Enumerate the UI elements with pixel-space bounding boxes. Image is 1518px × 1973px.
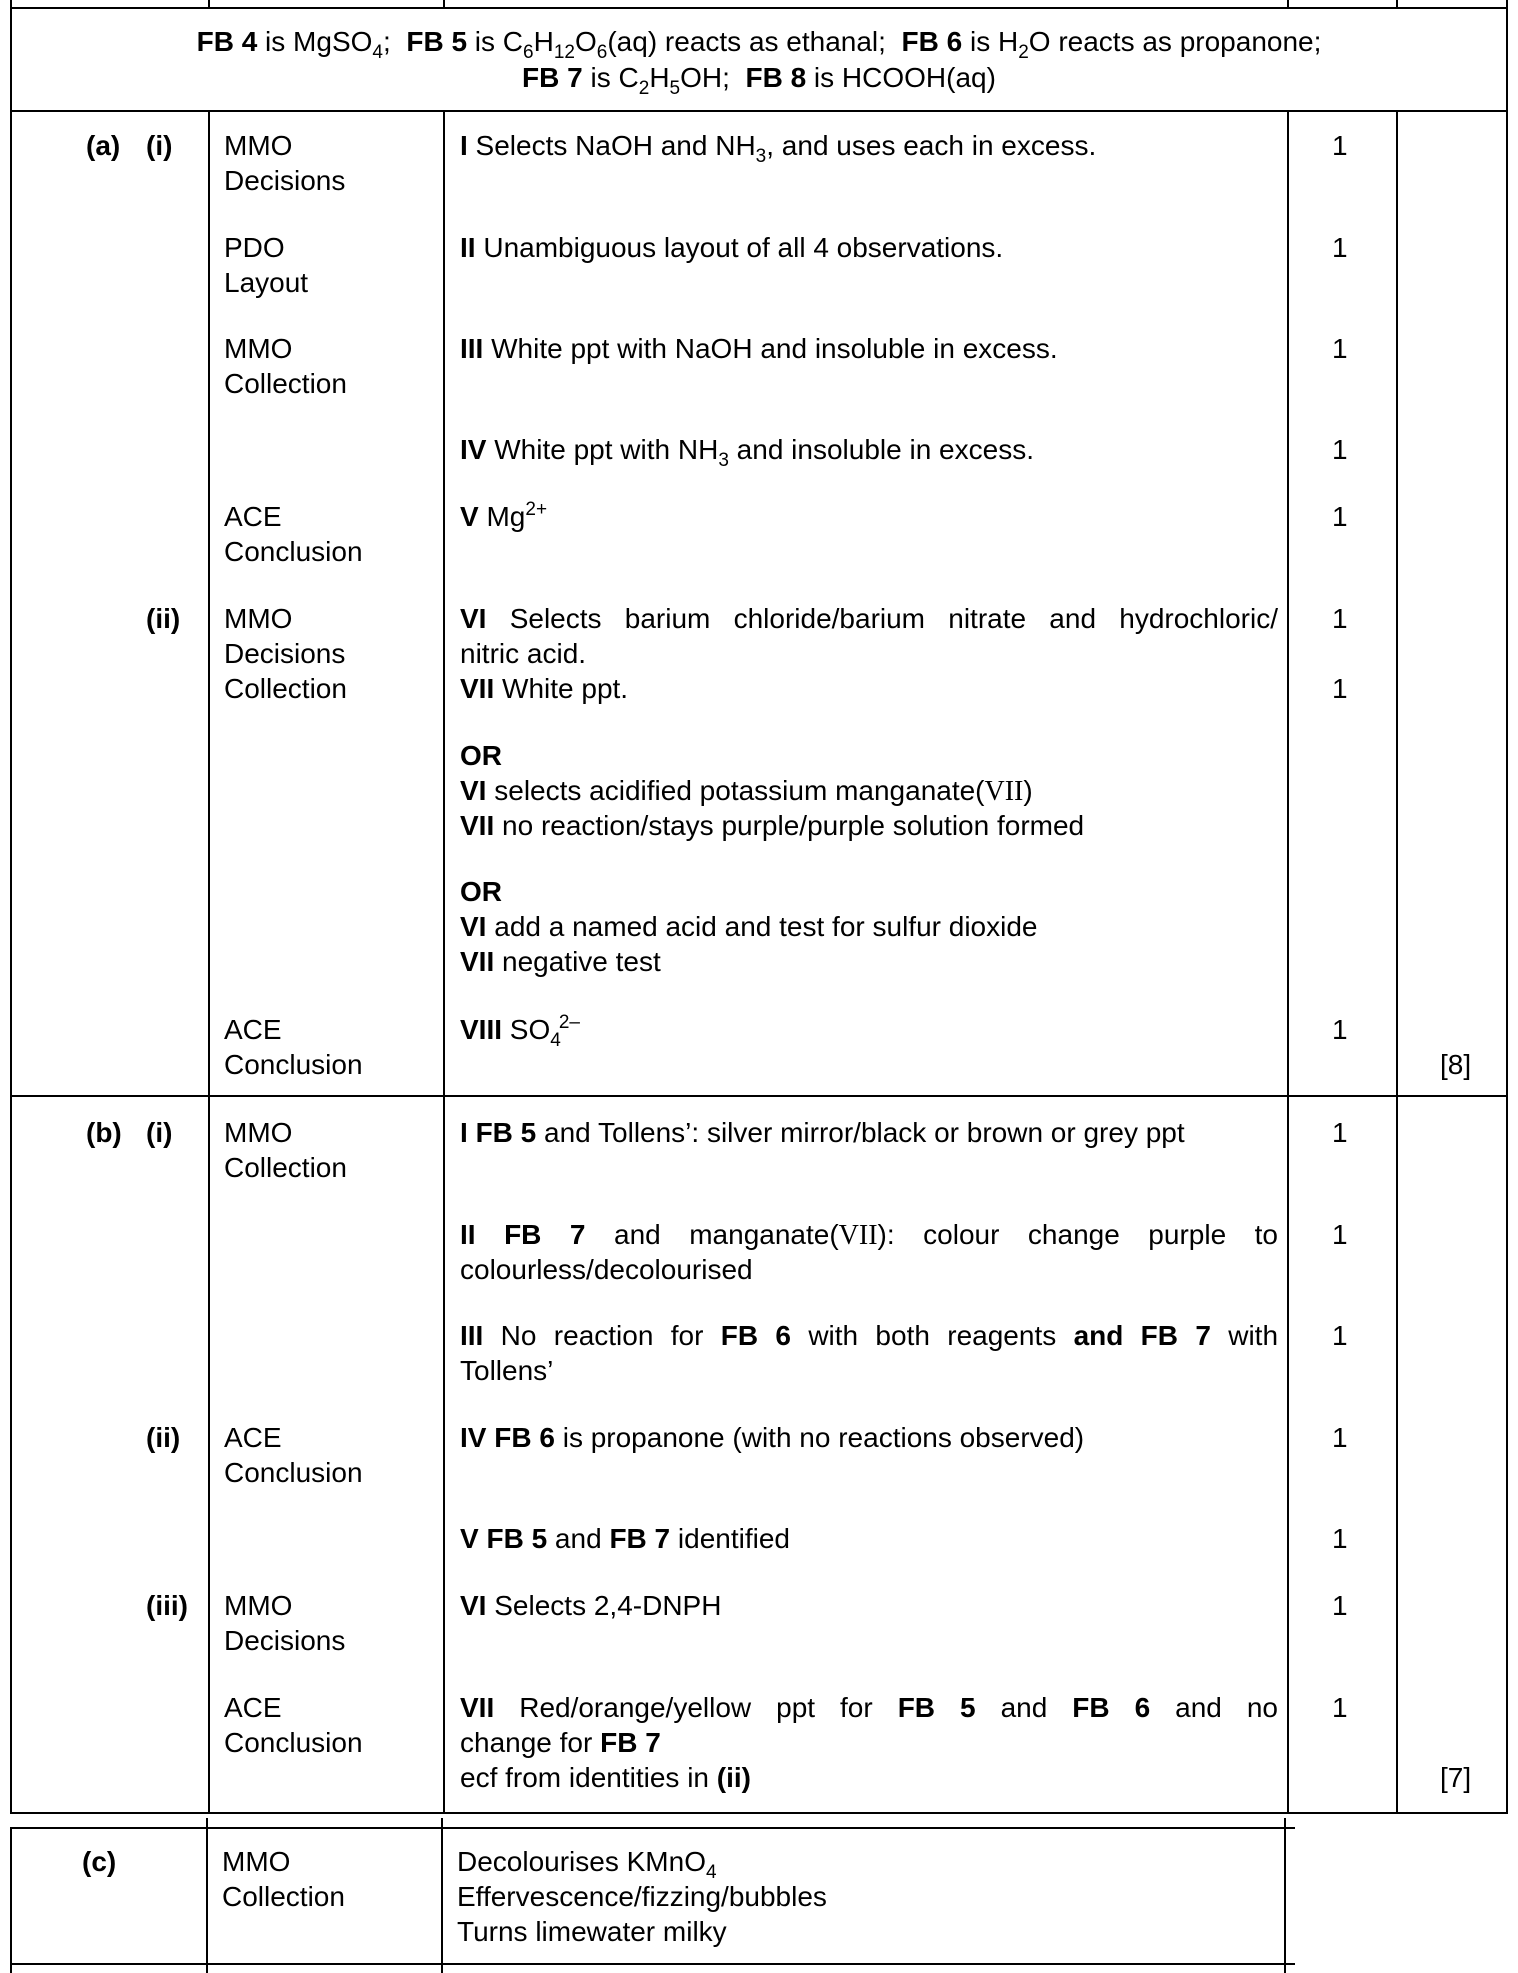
skill-collection: Collection <box>222 1881 345 1912</box>
mark-point-a-V: V $Mg^{2+}$ <box>460 499 548 532</box>
skill-collection: Collection <box>224 1152 347 1183</box>
alt-or-1: OR <box>460 740 502 771</box>
skill-mmo: MMO <box>224 603 293 634</box>
mark-point-b-III: III No reaction for FB 6 with both reagents and FB 7 with <box>460 1320 1279 1351</box>
mark-value: 1 <box>1332 1219 1348 1250</box>
mark-point-c-1: Decolourises KMnO$_4$ <box>457 1846 717 1883</box>
skill-ace: ACE <box>224 1692 282 1723</box>
alt-2-VI: VI add a named acid and test for sulfur dioxide <box>460 911 1038 942</box>
mark-value: 1 <box>1332 501 1348 532</box>
part-c-label: (c) <box>82 1846 117 1877</box>
alt-1-VII: VII no reaction/stays purple/purple solution formed <box>460 810 1085 841</box>
mark-value: 1 <box>1332 333 1348 364</box>
mark-point-a-IV: IV White ppt with $NH_3$ and insoluble in excess. <box>460 434 1034 471</box>
mark-value: 1 <box>1332 232 1348 263</box>
skill-ace: ACE <box>224 1014 282 1045</box>
section-total-a: [8] <box>1440 1049 1472 1080</box>
mark-point-c-2: Effervescence/fizzing/bubbles <box>457 1881 827 1912</box>
mark-point-a-VII: VII White ppt. <box>460 673 629 704</box>
skill-conclusion: Conclusion <box>224 1049 363 1080</box>
part-b-label: (b) <box>86 1117 122 1148</box>
skill-conclusion: Conclusion <box>224 536 363 567</box>
part-a-i-label: (i) <box>146 130 173 161</box>
mark-point-b-I: I FB 5 and Tollens’: silver mirror/black or brown or grey ppt <box>460 1117 1185 1148</box>
skill-conclusion: Conclusion <box>224 1457 363 1488</box>
mark-point-b-V: V FB 5 and FB 7 identified <box>460 1523 790 1554</box>
alt-2-VII: VII negative test <box>460 946 661 977</box>
skill-mmo: MMO <box>224 333 293 364</box>
mark-point-b-VII-ecf: ecf from identities in (ii) <box>460 1762 751 1793</box>
mark-value: 1 <box>1332 130 1348 161</box>
skill-collection: Collection <box>224 368 347 399</box>
part-a-label: (a) <box>86 130 121 161</box>
skill-collection: Collection <box>224 673 347 704</box>
mark-point-b-III-cont: Tollens’ <box>460 1355 554 1386</box>
part-b-i-label: (i) <box>146 1117 173 1148</box>
mark-value: 1 <box>1332 1422 1348 1453</box>
mark-point-a-III: III White ppt with NaOH and insoluble in excess. <box>460 333 1058 364</box>
skill-ace: ACE <box>224 1422 282 1453</box>
alt-or-2: OR <box>460 876 502 907</box>
mark-point-b-VII-cont: change for FB 7 <box>460 1727 661 1758</box>
skill-conclusion: Conclusion <box>224 1727 363 1758</box>
mark-value: 1 <box>1332 1692 1348 1723</box>
mark-point-b-VII: VII Red/orange/yellow ppt for FB 5 and FB 6 and no <box>460 1692 1278 1723</box>
mark-value: 1 <box>1332 1320 1348 1351</box>
mark-value: 1 <box>1332 1014 1348 1045</box>
mark-point-a-II: II Unambiguous layout of all 4 observations. <box>460 232 1004 263</box>
mark-point-a-VIII: VIII $SO_4^{2-}$ <box>460 1012 580 1051</box>
skill-mmo: MMO <box>222 1846 291 1877</box>
skill-mmo: MMO <box>224 1117 293 1148</box>
header-line-1: FB 4 is MgSO$_4$; FB 5 is $C_6H_{12}O_6(aq)$ reacts as ethanal; FB 6 is $H_2O$ reacts as propanone; <box>196 26 1322 63</box>
mark-point-a-VI: VI Selects barium chloride/barium nitrate and hydrochloric/ <box>460 603 1278 634</box>
part-a-ii-label: (ii) <box>146 603 181 634</box>
skill-decisions: Decisions <box>224 638 346 669</box>
skill-decisions: Decisions <box>224 165 346 196</box>
mark-point-b-II: II FB 7 and manganate(VII): colour change purple to <box>460 1219 1278 1251</box>
alt-1-VI: VI selects acidified potassium manganate(VII) <box>460 775 1033 807</box>
mark-value: 1 <box>1332 1117 1348 1148</box>
skill-pdo: PDO <box>224 232 285 263</box>
mark-point-c-3: Turns limewater milky <box>457 1916 727 1947</box>
skill-mmo: MMO <box>224 130 293 161</box>
part-b-ii-label: (ii) <box>146 1422 181 1453</box>
mark-value: 1 <box>1332 673 1348 704</box>
mark-value: 1 <box>1332 603 1348 634</box>
skill-ace: ACE <box>224 501 282 532</box>
mark-point-a-I: I Selects NaOH and $NH_3$, and uses each in excess. <box>460 130 1097 167</box>
section-total-b: [7] <box>1440 1762 1472 1793</box>
part-b-iii-label: (iii) <box>146 1590 188 1621</box>
skill-layout: Layout <box>224 267 309 298</box>
skill-decisions: Decisions <box>224 1625 346 1656</box>
header-line-2: FB 7 is $C_2H_5OH$; FB 8 is HCOOH(aq) <box>522 62 996 99</box>
mark-point-b-VI: VI Selects 2,4-DNPH <box>460 1590 722 1621</box>
mark-point-b-IV: IV FB 6 is propanone (with no reactions observed) <box>460 1422 1085 1453</box>
mark-point-b-II-cont: colourless/decolourised <box>460 1254 753 1285</box>
mark-value: 1 <box>1332 434 1348 465</box>
mark-point-a-VI-cont: nitric acid. <box>460 638 587 669</box>
skill-mmo: MMO <box>224 1590 293 1621</box>
mark-value: 1 <box>1332 1523 1348 1554</box>
mark-value: 1 <box>1332 1590 1348 1621</box>
